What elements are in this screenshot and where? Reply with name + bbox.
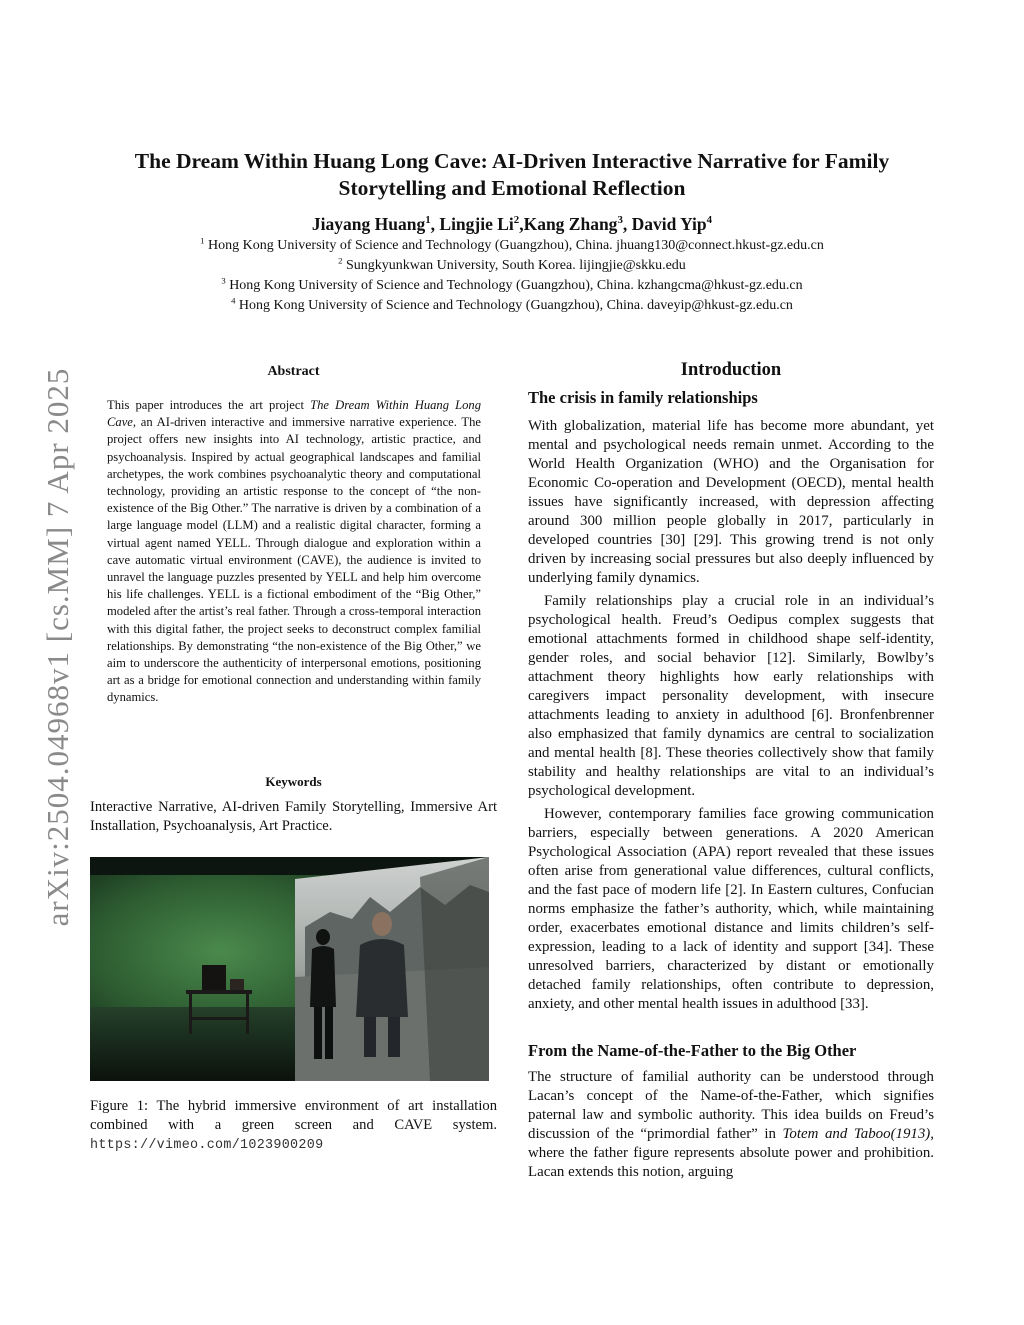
paper-title [80,148,944,202]
title-line-1: The Dream Within Huang Long Cave: AI-Driven Interactive Narrative for Family [134,149,890,173]
paragraph: However, contemporary families face growing communication barriers, especially between generations. A 2020 American Psychological Association (APA) report revealed that these issues often arise from generational value differences, cultural conflicts, and the fast pace of modern life [2]. In Eastern cultures, Confucian norms emphasize the father’s authority, which, while maintaining order, exacerbates emotional distance and limits children’s self-expression, leading to a lack of identity and support [34]. These unresolved barriers, characterized by distant or emotionally detached family relationships, often contribute to depression, anxiety, and other mental health issues in adulthood [33]. [528,806,934,1012]
keywords-heading: Keywords [265,774,322,789]
author: Jiayang Huang$^1$ [311,214,431,234]
arxiv-sidebar-id: arXiv:2504.04968v1 [cs.MM] 7 Apr 2025 [40,367,75,927]
author-list: Jiayang Huang$^1$, Lingjie Li$^2$,Kang Zhang$^3$, David Yip$^4$ [311,214,713,234]
subsection-heading-crisis: The crisis in family relationships [528,388,758,407]
affiliation: $^1$ Hong Kong University of Science and Technology (Guangzhou), China. jhuang130@connect.hkust-gz.edu.cn [200,235,824,253]
author: David Yip$^4$ [631,214,713,234]
keywords-text: Interactive Narrative, AI-driven Family Storytelling, Immersive Art Installation, Psychoanalysis, Art Practice. [90,799,497,834]
author: Lingjie Li$^2$ [439,214,520,234]
introduction-heading: Introduction [680,360,782,380]
affiliation: $^3$ Hong Kong University of Science and Technology (Guangzhou), China. kzhangcma@hkust-gz.edu.cn [221,275,803,293]
subsection-heading-big-other: From the Name-of-the-Father to the Big Other [528,1041,857,1060]
video-link[interactable]: https://vimeo.com/1023900209 [90,1138,324,1153]
abstract-heading: Abstract [267,364,320,379]
installation-photo [90,857,489,1081]
abstract-text: This paper introduces the art project The Dream Within Huang Long Cave, an AI-driven interactive and immersive narrative experience. The project offers new insights into AI technology, artistic practice, and psychoanalysis. Inspired by actual geographical landscapes and familial archetypes, the work combines psychoanalytic theory and computational technology, providing an artistic response to the concept of “the non-existence of the Big Other.” The narrative is driven by a combination of a large language model (LLM) and a realistic digital character, forming a virtual agent named YELL. Through dialogue and exploration within a cave automatic virtual environment (CAVE), the audience is invited to unravel the language puzzles presented by YELL and help him overcome his life challenges. YELL is a fictional embodiment of the “Big Other,” modeled after the artist’s real father. Through a cross-temporal interaction with this digital father, the project seeks to deconstruct complex familial relationships. By demonstrating “the non-existence of the Big Other,” we aim to underscore the authenticity of interpersonal emotions, positioning art as a bridge for emotional connection and understanding within family dynamics. [107,398,482,705]
affiliation: $^4$ Hong Kong University of Science and Technology (Guangzhou), China. daveyip@hkust-gz.edu.cn [231,295,793,313]
big-other-body [528,1068,934,1182]
paragraph: With globalization, material life has become more abundant, yet mental and psychological needs remain unmet. According to the World Health Organization (WHO) and the Organisation for Economic Co-operation and Development (OECD), mental health issues have significantly increased, with depression affecting around 300 million people globally in 2017, particularly in developed countries [30] [29]. This growing trend is not only driven by increasing social pressures but also deeply influenced by underlying family dynamics. [528,418,934,586]
affiliations [80,236,944,316]
author: Kang Zhang$^3$ [523,214,623,234]
introduction-body [528,417,934,1018]
paragraph: Family relationships play a crucial role in an individual’s psychological health. Freud’s Oedipus complex suggests that emotional attachments formed in childhood shape self-identity, gender roles, and social behavior [12]. Similarly, Bowlby’s attachment theory highlights how early relationships with caregivers impact personality development, with insecure attachments leading to anxiety in adulthood [6]. Bronfenbrenner also emphasized that family dynamics are central to socialization and mental health [8]. These theories collectively show that family stability and healthy relationships are vital to an individual’s psychological development. [528,593,934,799]
title-line-2: Storytelling and Emotional Reflection [338,176,686,200]
affiliation: $^2$ Sungkyunkwan University, South Korea. lijingjie@skku.edu [338,255,686,273]
paragraph: The structure of familial authority can be understood through Lacan’s concept of the Name-of-the-Father, which signifies paternal law and symbolic authority. This idea builds on Freud’s discussion of the “primordial father” in Totem and Taboo(1913), where the father figure represents absolute power and prohibition. Lacan extends this notion, arguing [528,1069,934,1180]
figure-1-image [90,857,489,1081]
figure-1-caption: Figure 1: The hybrid immersive environment of art installation combined with a green screen and CAVE system. https://vimeo.com/1023900209 [90,1098,497,1153]
